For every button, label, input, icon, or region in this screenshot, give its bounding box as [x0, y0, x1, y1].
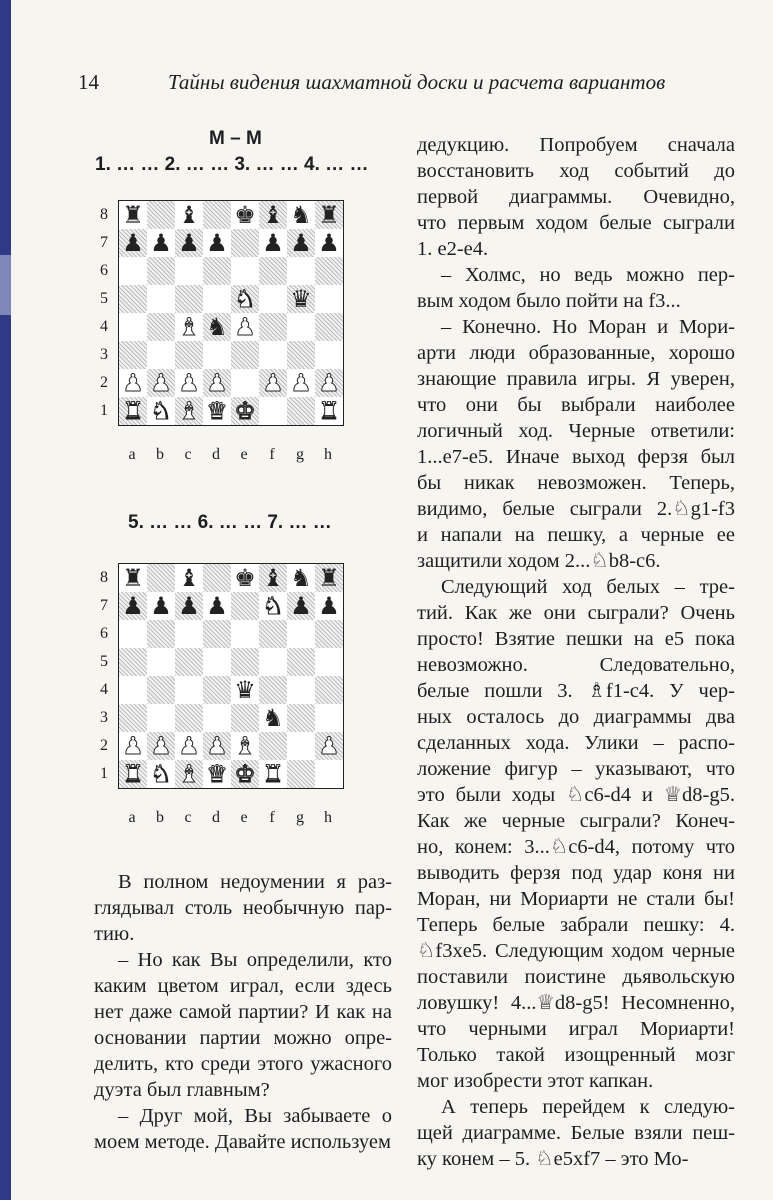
white-pawn-icon: ♟	[122, 369, 144, 397]
square-b1	[147, 760, 175, 788]
white-knight-icon: ♞	[262, 592, 284, 620]
text-line: ♘f3xe5. Следующим ходом черные	[417, 940, 735, 962]
square-h7	[315, 592, 343, 620]
black-pawn-icon: ♟	[290, 592, 312, 620]
text-line: А теперь перейдем к следую-	[441, 1096, 735, 1118]
square-c7	[175, 229, 203, 257]
text-line: глядывал столь необычную пар-	[94, 897, 392, 919]
text-line: тию.	[94, 923, 135, 945]
text-line: арти люди образованные, хорошо	[417, 342, 735, 364]
file-label: c	[184, 809, 192, 826]
square-h8	[315, 564, 343, 592]
white-rook-icon: ♜	[122, 760, 144, 788]
rank-label: 5	[100, 290, 108, 307]
text-line: ку конем – 5. ♘e5xf7 – это Мо-	[417, 1148, 689, 1170]
rank-label: 7	[100, 234, 108, 251]
square-a1	[119, 397, 147, 425]
black-pawn-icon: ♟	[122, 229, 144, 257]
square-g4	[287, 676, 315, 704]
diagram2-file-labels	[118, 809, 342, 827]
square-f2	[259, 732, 287, 760]
black-knight-icon: ♞	[290, 564, 312, 592]
text-line: и напали на пешку, а черные ее	[417, 524, 735, 546]
text-line: каким цветом играл, если здесь	[94, 975, 392, 997]
black-knight-icon: ♞	[262, 704, 284, 732]
square-a2	[119, 732, 147, 760]
white-king-icon: ♚	[234, 397, 256, 425]
square-c1	[175, 397, 203, 425]
text-line: защитили ходом 2...♘b8-c6.	[417, 550, 661, 572]
square-f7	[259, 229, 287, 257]
text-line: дедукцию. Попробуем сначала	[417, 134, 735, 156]
file-label: h	[324, 809, 332, 826]
square-c3	[175, 704, 203, 732]
black-king-icon: ♚	[234, 201, 256, 229]
square-f4	[259, 313, 287, 341]
square-f5	[259, 285, 287, 313]
white-pawn-icon: ♟	[206, 732, 228, 760]
square-b3	[147, 341, 175, 369]
diagram1-moves: 1. … … 2. … … 3. … … 4. … …	[95, 154, 369, 175]
text-line: Только такой изощренный мозг	[417, 1044, 735, 1066]
black-pawn-icon: ♟	[178, 592, 200, 620]
square-f6	[259, 257, 287, 285]
square-a6	[119, 620, 147, 648]
white-pawn-icon: ♟	[178, 369, 200, 397]
right-text-column	[417, 132, 735, 1172]
text-line: ложение фигур – указывают, что	[417, 758, 735, 780]
text-line: невозможно. Следовательно,	[417, 654, 735, 676]
spine-highlight	[0, 255, 11, 315]
text-line: восстановить ход событий до	[417, 160, 735, 182]
square-e5	[231, 648, 259, 676]
file-label: a	[128, 446, 136, 463]
text-line: – Конечно. Но Моран и Мори-	[441, 316, 735, 338]
text-line: Как же черные сыграли? Конеч-	[417, 810, 735, 832]
page-number: 14	[78, 70, 99, 94]
square-d5	[203, 648, 231, 676]
black-pawn-icon: ♟	[318, 592, 340, 620]
square-d6	[203, 257, 231, 285]
text-line: – Друг мой, Вы забываете о	[118, 1105, 392, 1127]
square-b2	[147, 369, 175, 397]
square-g5	[287, 285, 315, 313]
white-pawn-icon: ♟	[234, 313, 256, 341]
diagram2-rank-labels	[96, 564, 112, 788]
square-a8	[119, 201, 147, 229]
text-line: выводить ферзя под удар коня ни	[417, 862, 735, 884]
square-e1	[231, 760, 259, 788]
white-pawn-icon: ♟	[318, 732, 340, 760]
black-pawn-icon: ♟	[206, 592, 228, 620]
black-bishop-icon: ♝	[178, 201, 200, 229]
text-line: Моран, ни Мориарти не стали бы!	[417, 888, 735, 910]
square-c2	[175, 732, 203, 760]
square-a5	[119, 648, 147, 676]
diagram1-title: М – М	[209, 128, 262, 149]
square-a7	[119, 229, 147, 257]
text-line: мог изобрести этот капкан.	[417, 1070, 654, 1092]
square-a7	[119, 592, 147, 620]
square-e4	[231, 676, 259, 704]
file-label: d	[212, 446, 220, 463]
square-d2	[203, 369, 231, 397]
text-line: – Но как Вы определили, кто	[118, 949, 392, 971]
square-d8	[203, 564, 231, 592]
text-line: что черными играл Мориарти!	[417, 1018, 735, 1040]
text-line: логичный ход. Черные ответили:	[417, 420, 735, 442]
square-g8	[287, 564, 315, 592]
square-b1	[147, 397, 175, 425]
square-f3	[259, 704, 287, 732]
square-a3	[119, 341, 147, 369]
black-king-icon: ♚	[234, 564, 256, 592]
square-h4	[315, 676, 343, 704]
black-bishop-icon: ♝	[178, 564, 200, 592]
square-e2	[231, 369, 259, 397]
white-bishop-icon: ♝	[178, 760, 200, 788]
diagram1-rank-labels	[96, 201, 112, 425]
rank-label: 5	[100, 653, 108, 670]
file-label: b	[156, 809, 164, 826]
text-line: Теперь белые забрали пешку: 4.	[417, 914, 735, 936]
square-d7	[203, 229, 231, 257]
square-g4	[287, 313, 315, 341]
black-rook-icon: ♜	[122, 201, 144, 229]
square-h1	[315, 760, 343, 788]
white-bishop-icon: ♝	[178, 313, 200, 341]
diagram2-moves: 5. … … 6. … … 7. … …	[128, 512, 332, 533]
white-rook-icon: ♜	[122, 397, 144, 425]
text-line: делить, кто среди этого ужасного	[94, 1053, 392, 1075]
text-line: просто! Взятие пешки на e5 пока	[417, 628, 735, 650]
rank-label: 8	[100, 206, 108, 223]
text-line: что первым ходом белые сыграли	[417, 212, 735, 234]
file-label: h	[324, 446, 332, 463]
text-line: тий. Как же они сыграли? Очень	[417, 602, 735, 624]
square-d8	[203, 201, 231, 229]
white-pawn-icon: ♟	[150, 732, 172, 760]
square-d4	[203, 676, 231, 704]
text-line: белые пошли 3. ♗f1-c4. У чер-	[417, 680, 735, 702]
text-line: ных осталось до диаграммы два	[417, 706, 735, 728]
square-e6	[231, 620, 259, 648]
square-e1	[231, 397, 259, 425]
text-line: но, конем: 3...♘c6-d4, потому что	[417, 836, 735, 858]
square-h6	[315, 257, 343, 285]
black-bishop-icon: ♝	[262, 564, 284, 592]
square-f8	[259, 564, 287, 592]
text-line: моем методе. Давайте используем	[94, 1131, 391, 1153]
black-pawn-icon: ♟	[206, 229, 228, 257]
square-b8	[147, 201, 175, 229]
book-spine-edge	[0, 0, 11, 1200]
file-label: e	[240, 446, 248, 463]
square-g2	[287, 732, 315, 760]
square-a6	[119, 257, 147, 285]
text-line: дуэта был главным?	[94, 1079, 270, 1101]
text-line: – Холмс, но ведь можно пер-	[441, 264, 735, 286]
black-pawn-icon: ♟	[318, 229, 340, 257]
square-e6	[231, 257, 259, 285]
square-d6	[203, 620, 231, 648]
white-rook-icon: ♜	[262, 760, 284, 788]
white-pawn-icon: ♟	[150, 369, 172, 397]
diagram1-board	[118, 200, 344, 426]
square-e7	[231, 229, 259, 257]
square-h8	[315, 201, 343, 229]
square-d4	[203, 313, 231, 341]
white-pawn-icon: ♟	[178, 732, 200, 760]
square-g7	[287, 592, 315, 620]
square-e7	[231, 592, 259, 620]
rank-label: 2	[100, 737, 108, 754]
square-g3	[287, 341, 315, 369]
square-c2	[175, 369, 203, 397]
square-g1	[287, 760, 315, 788]
white-knight-icon: ♞	[150, 397, 172, 425]
text-line: вым ходом было пойти на f3...	[417, 290, 681, 312]
file-label: a	[128, 809, 136, 826]
square-c6	[175, 620, 203, 648]
text-line: 1...e7-e5. Иначе выход ферзя был	[417, 446, 735, 468]
black-pawn-icon: ♟	[290, 229, 312, 257]
file-label: f	[269, 809, 275, 826]
square-g1	[287, 397, 315, 425]
square-b2	[147, 732, 175, 760]
square-b4	[147, 676, 175, 704]
square-h4	[315, 313, 343, 341]
square-g8	[287, 201, 315, 229]
square-c8	[175, 564, 203, 592]
rank-label: 3	[100, 346, 108, 363]
square-b5	[147, 648, 175, 676]
text-line: поставили поистине дьявольскую	[417, 966, 735, 988]
running-head: Тайны видения шахматной доски и расчета вариантов	[168, 70, 666, 94]
square-c3	[175, 341, 203, 369]
square-f3	[259, 341, 287, 369]
square-d1	[203, 397, 231, 425]
text-line: В полном недоумении я раз-	[118, 871, 392, 893]
file-label: e	[240, 809, 248, 826]
file-label: b	[156, 446, 164, 463]
file-label: d	[212, 809, 220, 826]
rank-label: 6	[100, 262, 108, 279]
black-pawn-icon: ♟	[178, 229, 200, 257]
text-line: видимо, белые сыграли 2.♘g1-f3	[417, 498, 735, 520]
square-b7	[147, 592, 175, 620]
square-b7	[147, 229, 175, 257]
square-f5	[259, 648, 287, 676]
square-e2	[231, 732, 259, 760]
square-g3	[287, 704, 315, 732]
diagram1-file-labels	[118, 446, 342, 464]
rank-label: 1	[100, 765, 108, 782]
square-d7	[203, 592, 231, 620]
white-king-icon: ♚	[234, 760, 256, 788]
square-f7	[259, 592, 287, 620]
white-pawn-icon: ♟	[206, 369, 228, 397]
square-e5	[231, 285, 259, 313]
white-pawn-icon: ♟	[318, 369, 340, 397]
square-c1	[175, 760, 203, 788]
square-h2	[315, 732, 343, 760]
square-h5	[315, 285, 343, 313]
square-d1	[203, 760, 231, 788]
square-a4	[119, 676, 147, 704]
text-line: Следующий ход белых – тре-	[441, 576, 735, 598]
square-d3	[203, 341, 231, 369]
square-c5	[175, 285, 203, 313]
square-b6	[147, 257, 175, 285]
square-g7	[287, 229, 315, 257]
square-b4	[147, 313, 175, 341]
square-g6	[287, 620, 315, 648]
square-d5	[203, 285, 231, 313]
square-e8	[231, 201, 259, 229]
square-c8	[175, 201, 203, 229]
black-pawn-icon: ♟	[122, 592, 144, 620]
square-d3	[203, 704, 231, 732]
square-a1	[119, 760, 147, 788]
square-h1	[315, 397, 343, 425]
white-bishop-icon: ♝	[178, 397, 200, 425]
file-label: f	[269, 446, 275, 463]
square-e3	[231, 341, 259, 369]
text-line: ловушку! 4...♕d8-g5! Несомненно,	[417, 992, 735, 1014]
square-c6	[175, 257, 203, 285]
rank-label: 6	[100, 625, 108, 642]
square-d2	[203, 732, 231, 760]
file-label: g	[296, 809, 304, 826]
square-h3	[315, 704, 343, 732]
rank-label: 4	[100, 318, 108, 335]
file-label: g	[296, 446, 304, 463]
square-g6	[287, 257, 315, 285]
white-pawn-icon: ♟	[290, 369, 312, 397]
white-bishop-icon: ♝	[234, 732, 256, 760]
square-b5	[147, 285, 175, 313]
square-a4	[119, 313, 147, 341]
square-f2	[259, 369, 287, 397]
square-b8	[147, 564, 175, 592]
square-h6	[315, 620, 343, 648]
text-line: знающие правила игры. Я уверен,	[417, 368, 735, 390]
black-bishop-icon: ♝	[262, 201, 284, 229]
text-line: 1. e2-e4.	[417, 238, 489, 260]
rank-label: 7	[100, 597, 108, 614]
black-pawn-icon: ♟	[262, 229, 284, 257]
square-a2	[119, 369, 147, 397]
white-pawn-icon: ♟	[262, 369, 284, 397]
square-a5	[119, 285, 147, 313]
file-label: c	[184, 446, 192, 463]
text-line: это были ходы ♘c6-d4 и ♕d8-g5.	[417, 784, 735, 806]
black-rook-icon: ♜	[318, 564, 340, 592]
text-line: что они бы выбрали наиболее	[417, 394, 735, 416]
text-line: щей диаграмме. Белые взяли пеш-	[417, 1122, 735, 1144]
text-line: первой диаграммы. Очевидно,	[417, 186, 735, 208]
black-queen-icon: ♛	[290, 285, 312, 313]
square-a8	[119, 564, 147, 592]
black-rook-icon: ♜	[122, 564, 144, 592]
white-knight-icon: ♞	[234, 285, 256, 313]
text-line: основании партии можно опре-	[94, 1027, 392, 1049]
square-c4	[175, 313, 203, 341]
left-text-column	[94, 869, 392, 1155]
rank-label: 1	[100, 402, 108, 419]
text-line: бы никак невозможен. Теперь,	[417, 472, 735, 494]
square-h2	[315, 369, 343, 397]
white-queen-icon: ♛	[206, 397, 228, 425]
square-h5	[315, 648, 343, 676]
text-line: сделанных хода. Улики – распо-	[417, 732, 735, 754]
square-b3	[147, 704, 175, 732]
white-pawn-icon: ♟	[122, 732, 144, 760]
square-g2	[287, 369, 315, 397]
black-queen-icon: ♛	[234, 676, 256, 704]
square-f6	[259, 620, 287, 648]
square-f1	[259, 760, 287, 788]
black-pawn-icon: ♟	[150, 592, 172, 620]
black-knight-icon: ♞	[290, 201, 312, 229]
white-queen-icon: ♛	[206, 760, 228, 788]
white-knight-icon: ♞	[150, 760, 172, 788]
black-knight-icon: ♞	[206, 313, 228, 341]
square-e8	[231, 564, 259, 592]
square-h3	[315, 341, 343, 369]
square-c4	[175, 676, 203, 704]
square-g5	[287, 648, 315, 676]
square-a3	[119, 704, 147, 732]
square-c7	[175, 592, 203, 620]
square-c5	[175, 648, 203, 676]
square-f4	[259, 676, 287, 704]
square-b6	[147, 620, 175, 648]
diagram2-board	[118, 563, 344, 789]
square-f8	[259, 201, 287, 229]
rank-label: 3	[100, 709, 108, 726]
rank-label: 2	[100, 374, 108, 391]
black-rook-icon: ♜	[318, 201, 340, 229]
square-f1	[259, 397, 287, 425]
black-pawn-icon: ♟	[150, 229, 172, 257]
text-line: нет даже самой партии? И как на	[94, 1001, 392, 1023]
rank-label: 8	[100, 569, 108, 586]
rank-label: 4	[100, 681, 108, 698]
square-h7	[315, 229, 343, 257]
square-e3	[231, 704, 259, 732]
square-e4	[231, 313, 259, 341]
white-rook-icon: ♜	[318, 397, 340, 425]
